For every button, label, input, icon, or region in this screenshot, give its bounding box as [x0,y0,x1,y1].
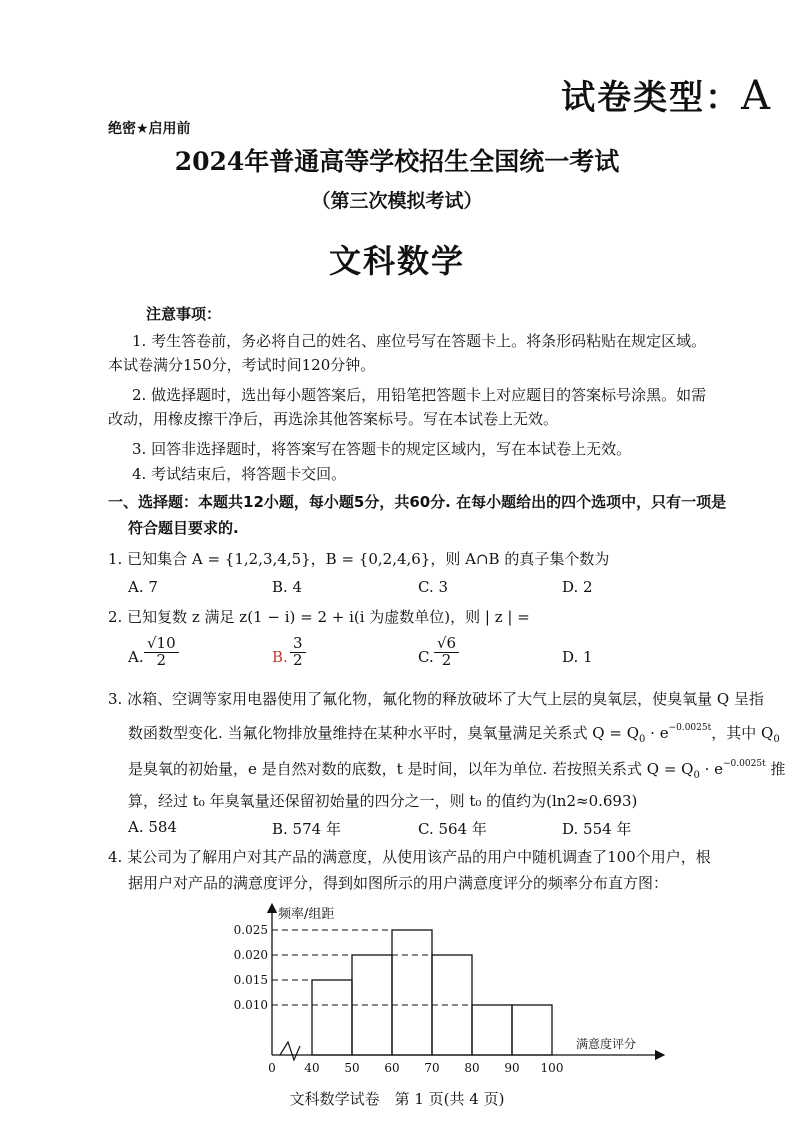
q3-line-2a: 数函数型变化. 当氟化物排放量维持在某种水平时，臭氧量满足关系式 Q = Q [128,724,640,742]
q2-option-a-fraction [144,636,179,669]
paper-type-letter: A [741,73,772,119]
y-tick-label: 0.020 [233,948,268,962]
q3-line-2c: ，其中 Q [711,724,774,742]
q3-subscript-0: 0 [639,734,646,745]
x-tick-label: 100 [540,1061,564,1075]
y-axis-label: 频率/组距 [278,907,335,922]
q3-option-c: C. 564 年 [418,820,487,838]
q2-option-b-fraction [290,636,306,669]
q3-option-a: A. 584 [128,818,177,836]
histogram-bar [472,1005,512,1055]
q2-option-b-label: B. [272,648,288,666]
x-tick-label: 40 [304,1061,320,1075]
exam-title: 2024年普通高等学校招生全国统一考试 [174,147,620,176]
q2-c-denominator: 2 [441,650,452,669]
q3-line-3-e: · e [699,760,724,778]
x-tick-label: 80 [464,1061,480,1075]
notice-line-2: 2. 做选择题时，选出每小题答案后，用铅笔把答题卡上对应题目的答案标号涂黑。如需 [132,386,707,404]
q2-c-numerator: √6 [434,636,459,653]
q4-line-1: 4. 某公司为了解用户对其产品的满意度，从使用该产品的用户中随机调查了100个用户，根 [108,848,711,866]
axis-break-icon [280,1042,300,1060]
q3-line-2 [128,722,780,743]
histogram-bar [512,1005,552,1055]
paper-type-label: 试卷类型： [561,78,742,118]
q1-option-b: B. 4 [272,578,303,596]
x-tick-label: 60 [384,1061,400,1075]
x-axis-label: 满意度评分 [576,1037,637,1051]
frequency-histogram [220,900,680,1080]
notice-line-1: 1. 考生答卷前，务必将自己的姓名、座位号写在答题卡上。将条形码粘贴在规定区域。 [132,332,707,350]
q2-option-c-label: C. [418,648,434,666]
x-tick-label: 90 [504,1061,520,1075]
q3-line-4: 算，经过 t₀ 年臭氧量还保留初始量的四分之一，则 t₀ 的值约为(ln2≈0.693) [128,792,638,810]
q3-line-3a: 是臭氧的初始量，e 是自然对数的底数，t 是时间，以年为单位. 若按照关系式 Q = Q [128,760,694,778]
histogram-bar [312,980,352,1055]
y-tick-label: 0.015 [233,973,268,987]
q3-line-3b: 推 [765,760,786,778]
q2-b-denominator: 2 [293,650,303,669]
q1-option-a: A. 7 [128,578,158,596]
q3-option-d: D. 554 年 [562,820,632,838]
q2-option-d: D. 1 [562,648,593,666]
histogram-bar [392,930,432,1055]
q2-b-numerator: 3 [290,636,306,653]
q3-exponent: −0.0025t [668,723,712,733]
q3-line-2b: · e [645,724,669,742]
q1-option-c: C. 3 [418,578,449,596]
q3-option-b: B. 574 年 [272,820,341,838]
x-tick-label: 70 [424,1061,440,1075]
y-tick-label: 0.025 [233,923,268,937]
q3-line-1: 3. 冰箱、空调等家用电器使用了氟化物，氟化物的释放破坏了大气上层的臭氧层，使臭氧量 Q 呈指 [108,690,764,708]
notice-line-3: 3. 回答非选择题时，将答案写在答题卡的规定区域内，写在本试卷上无效。 [132,440,632,458]
q1-option-d: D. 2 [562,578,593,596]
subject-title: 文科数学 [328,242,465,280]
section1-line-2: 符合题目要求的. [128,519,239,537]
q2-a-denominator: 2 [156,650,167,669]
secret-label: 绝密★启用前 [108,121,191,137]
q2-a-numerator: √10 [144,636,179,653]
q3-line-3 [128,758,785,779]
section1-line-1: 一、选择题：本题共12小题，每小题5分，共60分. 在每小题给出的四个选项中，只有一项是 [108,493,727,511]
q3-exponent-2: −0.0025t [723,759,766,769]
q3-subscript-0c: 0 [693,770,700,781]
q1-stem: 1. 已知集合 A = {1,2,3,4,5}，B = {0,2,4,6}，则 A∩B 的真子集个数为 [108,550,610,568]
notice-line-2b: 改动，用橡皮擦干净后，再选涂其他答案标号。写在本试卷上无效。 [108,410,559,428]
q2-option-c-fraction [434,636,459,669]
q2-stem: 2. 已知复数 z 满足 z(1 − i) = 2 + i(i 为虚数单位)，则 | z | = [108,608,530,626]
notice-heading: 注意事项： [146,305,222,323]
x-tick-label: 0 [268,1061,276,1075]
notice-line-4: 4. 考试结束后，将答题卡交回。 [132,465,347,483]
exam-subtitle: （第三次模拟考试） [311,190,483,212]
q4-line-2: 据用户对产品的满意度评分，得到如图所示的用户满意度评分的频率分布直方图： [128,874,669,892]
q2-option-a-label: A. [128,648,144,666]
notice-line-1b: 本试卷满分150分，考试时间120分钟。 [108,356,376,374]
y-tick-label: 0.010 [233,998,268,1012]
q3-subscript-0b: 0 [773,734,780,745]
paper-type [561,70,772,119]
x-tick-label: 50 [344,1061,360,1075]
page-footer: 文科数学试卷 第 1 页(共 4 页) [289,1090,505,1108]
